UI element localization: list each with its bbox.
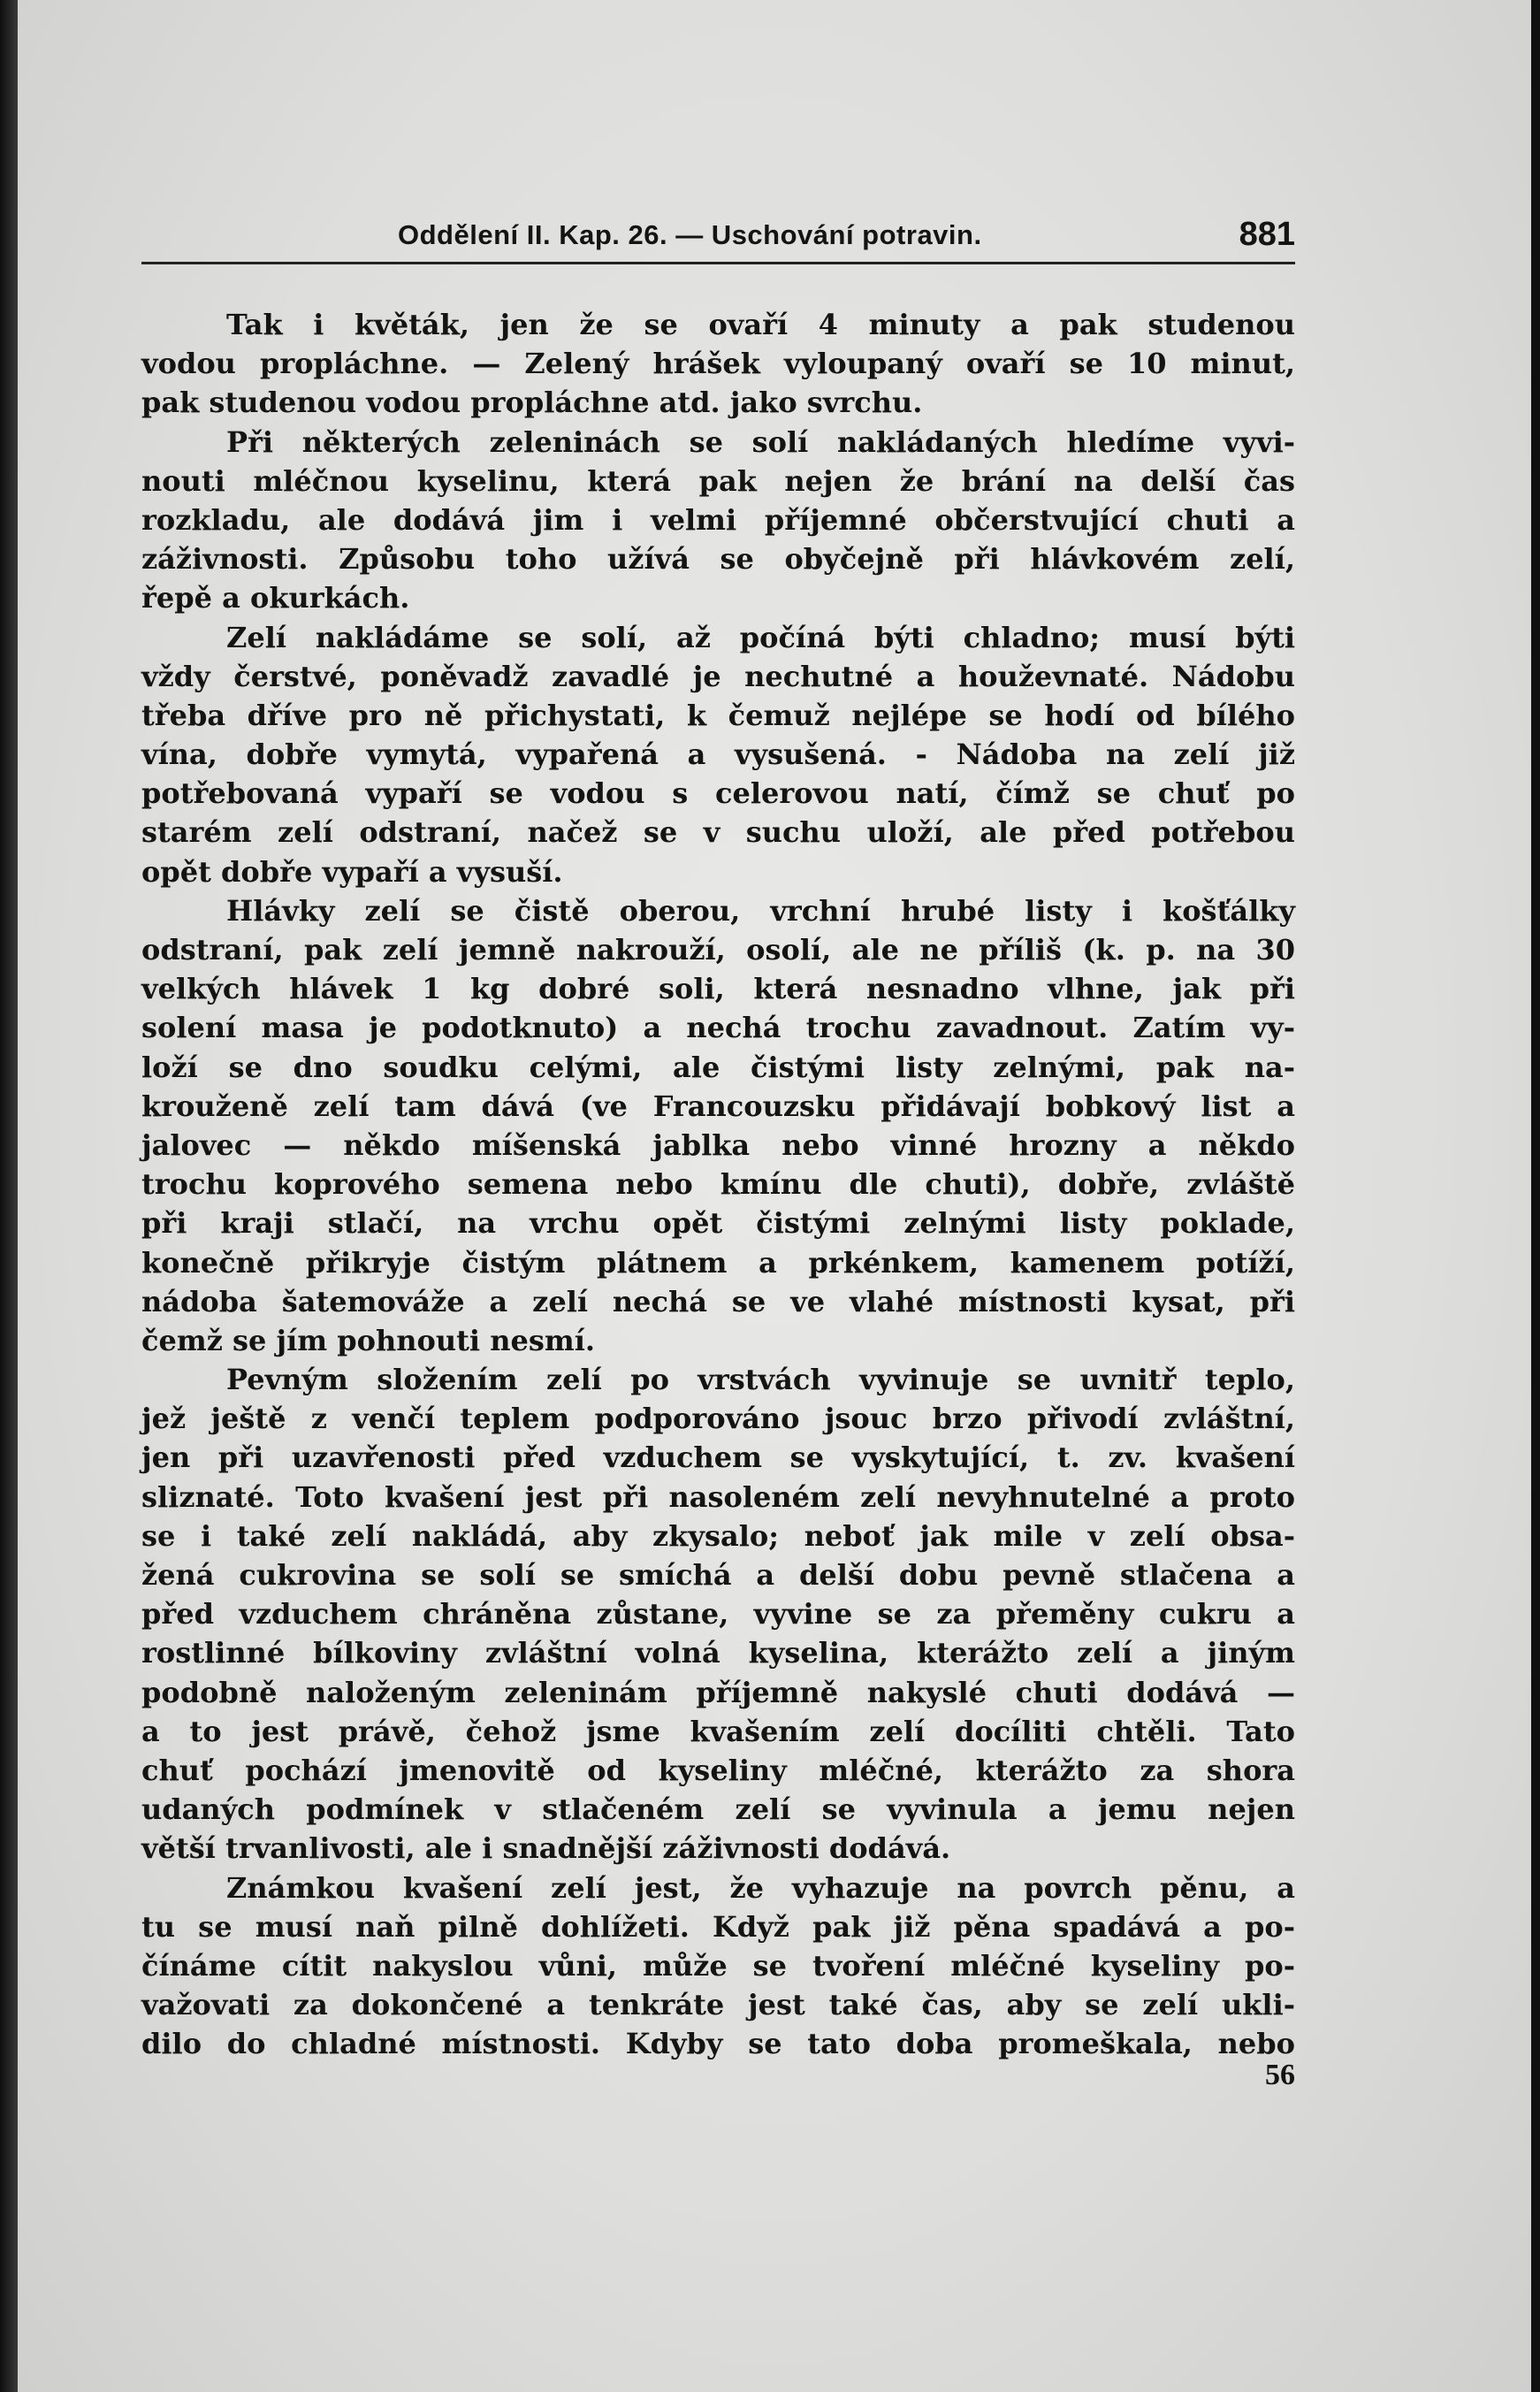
text-line: třeba dříve pro ně přichystati, k čemuž nejlépe se hodí od bílého [141, 698, 1295, 732]
text-line: chuť pochází jmenovitě od kyseliny mléčné, kterážto za shora [141, 1753, 1295, 1787]
text-line: trochu koprového semena nebo kmínu dle chuti), dobře, zvláště [141, 1167, 1295, 1202]
text-line: odstraní, pak zelí jemně nakrouží, osolí, ale ne příliš (k. p. na 30 [141, 933, 1295, 967]
text-line: udaných podmínek v stlačeném zelí se vyvinula a jemu nejen [141, 1792, 1295, 1827]
text-line: rozkladu, ale dodává jim i velmi příjemné občerstvující chuti a [141, 502, 1295, 537]
text-line: solení masa je podotknuto) a nechá trochu zavadnout. Zatím vy- [141, 1011, 1295, 1045]
running-head-title: Oddělení II. Kap. 26. — Uschování potravin. [398, 219, 982, 250]
text-line: vodou propláchne. — Zelený hrášek vyloupaný ovaří se 10 minut, [141, 347, 1295, 381]
text-line: před vzduchem chráněna zůstane, vyvine se za přeměny cukru a [141, 1597, 1295, 1632]
body-text [141, 305, 1295, 2063]
running-head [141, 212, 1295, 264]
text-line: starém zelí odstraní, načež se v suchu uloží, ale před potřebou [141, 815, 1295, 850]
text-line: tu se musí naň pilně dohlížeti. Když pak již pěna spadává a po- [141, 1909, 1295, 1944]
text-line: nádoba šatemováže a zelí nechá se ve vlahé místnosti kysat, při [141, 1284, 1295, 1318]
text-line: nouti mléčnou kyselinu, která pak nejen že brání na delší čas [141, 463, 1295, 498]
text-line: jalovec — někdo míšenská jablka nebo vinné hrozny a někdo [141, 1127, 1295, 1162]
text-line: Tak i květák, jen že se ovaří 4 minuty a pak studenou [226, 308, 1295, 341]
text-line: záživnosti. Způsobu toho užívá se obyčejně při hlávkovém zelí, [141, 542, 1295, 577]
text-line: važovati za dokončené a tenkráte jest také čas, aby se zelí ukli- [141, 1988, 1295, 2022]
text-line: velkých hlávek 1 kg dobré soli, která nesnadno vlhne, jak při [141, 972, 1295, 1006]
book-page [18, 0, 1531, 2392]
text-line: rostlinné bílkoviny zvláštní volná kyselina, kterážto zelí a jiným [141, 1636, 1295, 1670]
text-line: jen při uzavřenosti před vzduchem se vyskytující, t. zv. kvašení [141, 1441, 1295, 1475]
text-line: řepě a okurkách. [141, 581, 410, 615]
text-line: Hlávky zelí se čistě oberou, vrchní hrubé listy i košťálky [226, 893, 1295, 928]
page-number: 881 [1239, 216, 1295, 253]
text-line: a to jest právě, čehož jsme kvašením zelí docíliti chtěli. Tato [141, 1714, 1295, 1748]
text-line: vždy čerstvé, poněvadž zavadlé je nechutné a houževnaté. Nádobu [141, 659, 1295, 693]
text-line: konečně přikryje čistým plátnem a prkénkem, kamenem potíží, [141, 1245, 1295, 1280]
text-line: sliznaté. Toto kvašení jest při nasoleném zelí nevyhnutelné a proto [141, 1479, 1295, 1514]
text-line: vína, dobře vymytá, vypařená a vysušená. - Nádoba na zelí již [141, 737, 1295, 772]
scan-right-edge [1531, 0, 1540, 2392]
text-line: větší trvanlivosti, ale i snadnější záživnosti dodává. [141, 1831, 951, 1866]
text-line: jež ještě z venčí teplem podporováno jsouc brzo přivodí zvláštní, [141, 1402, 1295, 1436]
text-line: pak studenou vodou propláchne atd. jako svrchu. [141, 386, 923, 420]
text-line: krouženě zelí tam dává (ve Francouzsku přidávají bobkový list a [141, 1089, 1295, 1123]
text-line: Zelí nakládáme se solí, až počíná býti chladno; musí býti [226, 620, 1295, 654]
text-line: Při některých zeleninách se solí nakládaných hledíme vyvi- [226, 424, 1295, 459]
text-line: dilo do chladné místnosti. Kdyby se tato doba promeškala, nebo [141, 2027, 1295, 2061]
text-line: čínáme cítit nakyslou vůni, může se tvoření mléčné kyseliny po- [141, 1948, 1295, 1983]
text-line: Pevným složením zelí po vrstvách vyvinuje se uvnitř teplo, [226, 1363, 1295, 1397]
signature-mark: 56 [1265, 2059, 1295, 2091]
text-line: žená cukrovina se solí se smíchá a delší dobu pevně stlačena a [141, 1558, 1295, 1592]
text-line: se i také zelí nakládá, aby zkysalo; neboť jak mile v zelí obsa- [141, 1518, 1295, 1553]
text-line: při kraji stlačí, na vrchu opět čistými zelnými listy poklade, [141, 1206, 1295, 1241]
text-line: podobně naloženým zeleninám příjemně nakyslé chuti dodává — [141, 1675, 1295, 1709]
text-line: opět dobře vypaří a vysuší. [141, 854, 563, 889]
text-line: čemž se jím pohnouti nesmí. [141, 1323, 595, 1357]
scan-left-edge [0, 0, 18, 2392]
text-line: Známkou kvašení zelí jest, že vyhazuje na povrch pěnu, a [226, 1870, 1295, 1905]
text-line: potřebovaná vypaří se vodou s celerovou natí, čímž se chuť po [141, 776, 1295, 811]
text-line: loží se dno soudku celými, ale čistými listy zelnými, pak na- [141, 1050, 1295, 1084]
